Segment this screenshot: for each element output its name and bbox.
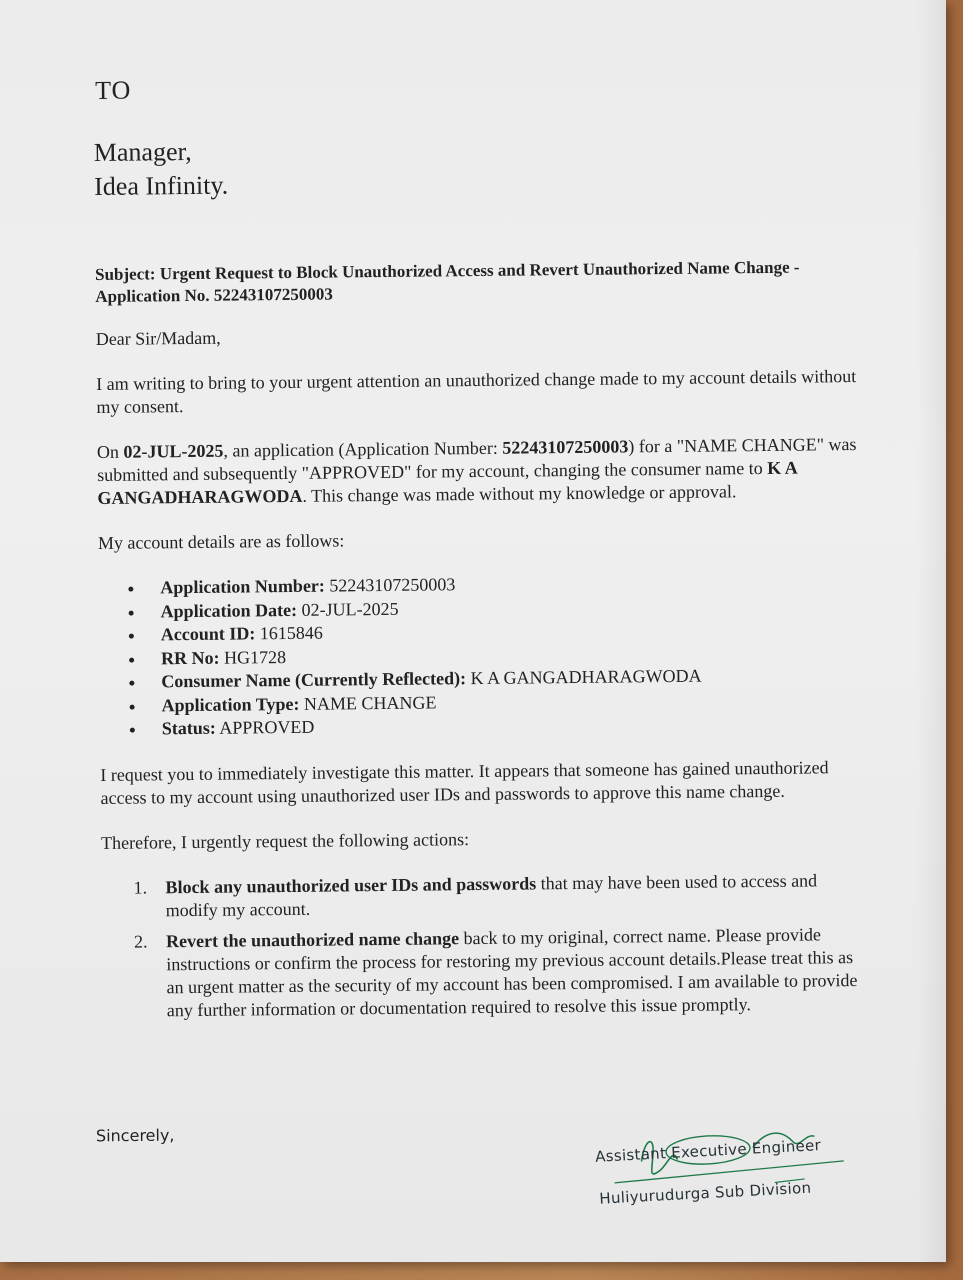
action-bold-text: Block any unauthorized user IDs and passwords — [165, 872, 537, 897]
detail-value: K A GANGADHARAGWODA — [465, 665, 702, 689]
incident-text-1: On — [96, 441, 124, 462]
addressee — [94, 128, 865, 204]
addressee-company: Idea Infinity. — [94, 170, 229, 201]
action-number: 2. — [133, 930, 148, 952]
incident-text-4: . This change was made without my knowledge or approval. — [302, 481, 737, 506]
detail-label: Application Number: — [160, 575, 325, 598]
action-bold-text: Revert the unauthorized name change — [165, 927, 460, 951]
detail-label: Account ID: — [160, 623, 256, 645]
stamp-designation: Assistant Executive Engineer — [594, 1136, 822, 1166]
detail-value: NAME CHANGE — [299, 691, 437, 714]
action-text: back to my original, correct name. Please provide instructions or confirm the process for restoring my previous account details.Please treat this as an urgent matter as the security of my account has been compromised. I am available to provide any further information or documentation required to resolve this issue promptly. — [166, 923, 858, 1020]
addressee-title: Manager, — [93, 136, 192, 167]
detail-value: HG1728 — [219, 646, 287, 668]
details-intro: My account details are as follows: — [97, 530, 345, 553]
intro-paragraph: I am writing to bring to your urgent attention an unauthorized change made to my account details without my consent. — [96, 366, 857, 417]
incident-consumer-name: K A GANGADHARAGWODA — [97, 457, 797, 508]
stamp-office: Huliyurudurga Sub Division — [598, 1178, 812, 1208]
closing: Sincerely, — [95, 1125, 175, 1146]
detail-label: Consumer Name (Currently Reflected): — [161, 668, 467, 692]
investigation-paragraph: I request you to immediately investigate this matter. It appears that someone has gained unauthorized access to my account using unauthorized user IDs and passwords to approve this name change. — [100, 756, 829, 808]
actions-intro: Therefore, I urgently request the following actions: — [100, 828, 470, 853]
salutation: Dear Sir/Madam, — [95, 327, 221, 349]
requested-actions-list — [101, 868, 872, 1022]
incident-text-2: , an application (Application Number: — [223, 437, 503, 461]
detail-value: 52243107250003 — [324, 574, 456, 596]
account-details-list — [98, 569, 870, 742]
detail-value: 1615846 — [255, 622, 323, 644]
incident-paragraph — [97, 433, 868, 510]
detail-label: Application Type: — [161, 693, 300, 715]
incident-application-number: 52243107250003 — [502, 436, 629, 458]
paper-shadow-edge — [916, 0, 946, 1262]
subject-line: Subject: Urgent Request to Block Unauthorized Access and Revert Unauthorized Name Change - Application No. 52243107250003 — [94, 257, 800, 306]
detail-label: Application Date: — [160, 599, 298, 621]
list-item — [134, 922, 873, 1022]
action-number: 1. — [133, 876, 148, 898]
incident-date: 02-JUL-2025 — [123, 440, 224, 462]
detail-value: APPROVED — [215, 716, 315, 738]
action-text: that may have been used to access and modify my account. — [165, 869, 818, 920]
to-label: TO — [94, 75, 132, 105]
letter-body — [93, 68, 873, 1063]
detail-label: Status: — [161, 717, 216, 739]
incident-text-3: ) for a "NAME CHANGE" was submitted and subsequently "APPROVED" for my account, changing the consumer name to — [97, 434, 857, 485]
detail-value: 02-JUL-2025 — [296, 598, 399, 620]
list-item — [133, 868, 871, 922]
office-stamp — [592, 1120, 856, 1223]
detail-label: RR No: — [160, 647, 220, 668]
